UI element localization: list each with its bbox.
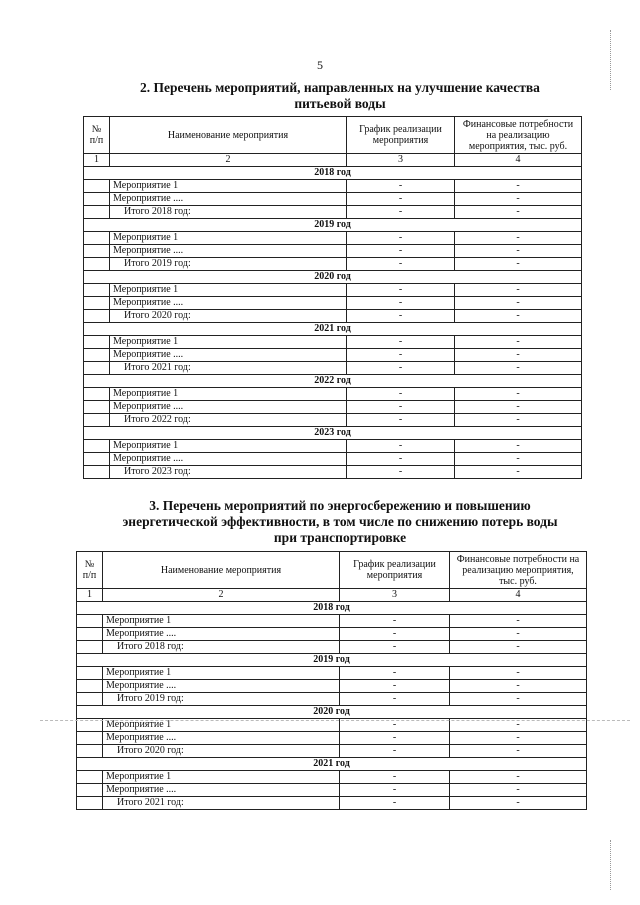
col-number: 4 <box>455 154 582 167</box>
total-label: Итого 2018 год: <box>110 206 347 219</box>
year-row <box>84 375 582 388</box>
year-label: 2018 год <box>77 602 587 615</box>
table-row <box>84 232 582 245</box>
table-row <box>84 336 582 349</box>
table-row <box>77 628 587 641</box>
finance-value: - <box>455 466 582 479</box>
schedule-value: - <box>347 453 455 466</box>
item-name: Мероприятие 1 <box>110 284 347 297</box>
schedule-value: - <box>340 745 450 758</box>
section-3-table <box>76 551 587 810</box>
finance-value: - <box>450 641 587 654</box>
item-name: Мероприятие 1 <box>110 180 347 193</box>
item-name: Мероприятие .... <box>110 401 347 414</box>
year-label: 2020 год <box>77 706 587 719</box>
table-row <box>84 440 582 453</box>
table-row <box>77 745 587 758</box>
page-number: 5 <box>317 58 323 72</box>
schedule-value: - <box>347 362 455 375</box>
year-row <box>77 654 587 667</box>
item-name: Мероприятие 1 <box>110 232 347 245</box>
year-row <box>77 758 587 771</box>
table-row <box>77 641 587 654</box>
header-number: № п/п <box>84 117 110 154</box>
item-name: Мероприятие .... <box>103 680 340 693</box>
year-row <box>77 602 587 615</box>
scan-edge-mark <box>610 30 611 90</box>
table-row <box>84 258 582 271</box>
header-number: № п/п <box>77 552 103 589</box>
finance-value: - <box>450 628 587 641</box>
table-row <box>77 732 587 745</box>
year-label: 2022 год <box>84 375 582 388</box>
schedule-value: - <box>347 297 455 310</box>
item-name: Мероприятие .... <box>110 193 347 206</box>
schedule-value: - <box>347 336 455 349</box>
year-row <box>84 427 582 440</box>
year-row <box>77 706 587 719</box>
year-label: 2023 год <box>84 427 582 440</box>
table-row <box>77 784 587 797</box>
schedule-value: - <box>347 388 455 401</box>
schedule-value: - <box>347 466 455 479</box>
finance-value: - <box>450 784 587 797</box>
table-row <box>84 349 582 362</box>
table-row <box>84 297 582 310</box>
year-label: 2019 год <box>84 219 582 232</box>
header-schedule: График реализации мероприятия <box>347 117 455 154</box>
column-number-row <box>77 589 587 602</box>
col-number: 3 <box>340 589 450 602</box>
col-number: 3 <box>347 154 455 167</box>
table-header-row <box>84 117 582 154</box>
finance-value: - <box>455 336 582 349</box>
year-row <box>84 167 582 180</box>
schedule-value: - <box>347 232 455 245</box>
total-label: Итого 2018 год: <box>103 641 340 654</box>
table-row <box>84 206 582 219</box>
finance-value: - <box>450 719 587 732</box>
item-name: Мероприятие 1 <box>110 440 347 453</box>
year-row <box>84 219 582 232</box>
finance-value: - <box>450 693 587 706</box>
table-row <box>84 414 582 427</box>
schedule-value: - <box>347 206 455 219</box>
year-row <box>84 323 582 336</box>
finance-value: - <box>455 297 582 310</box>
total-label: Итого 2020 год: <box>103 745 340 758</box>
finance-value: - <box>455 284 582 297</box>
table-row <box>77 797 587 810</box>
schedule-value: - <box>340 680 450 693</box>
section-2-title-line1: 2. Перечень мероприятий, направленных на улучшение качества <box>140 80 540 95</box>
total-label: Итого 2019 год: <box>103 693 340 706</box>
finance-value: - <box>455 206 582 219</box>
schedule-value: - <box>347 180 455 193</box>
schedule-value: - <box>340 693 450 706</box>
schedule-value: - <box>340 797 450 810</box>
finance-value: - <box>450 680 587 693</box>
finance-value: - <box>450 732 587 745</box>
schedule-value: - <box>340 732 450 745</box>
item-name: Мероприятие .... <box>110 453 347 466</box>
total-label: Итого 2023 год: <box>110 466 347 479</box>
header-finance: Финансовые потребности на реализацию мероприятия, тыс. руб. <box>450 552 587 589</box>
header-finance: Финансовые потребности на реализацию мероприятия, тыс. руб. <box>455 117 582 154</box>
schedule-value: - <box>347 193 455 206</box>
schedule-value: - <box>347 349 455 362</box>
item-name: Мероприятие 1 <box>103 771 340 784</box>
year-row <box>84 271 582 284</box>
table-row <box>84 466 582 479</box>
schedule-value: - <box>347 310 455 323</box>
table-row <box>84 401 582 414</box>
item-name: Мероприятие .... <box>110 349 347 362</box>
col-number: 1 <box>84 154 110 167</box>
item-name: Мероприятие 1 <box>103 719 340 732</box>
item-name: Мероприятие .... <box>103 628 340 641</box>
item-name: Мероприятие .... <box>103 784 340 797</box>
table-row <box>77 667 587 680</box>
finance-value: - <box>455 193 582 206</box>
finance-value: - <box>455 453 582 466</box>
schedule-value: - <box>340 784 450 797</box>
finance-value: - <box>455 245 582 258</box>
item-name: Мероприятие 1 <box>110 388 347 401</box>
scan-artifact-line <box>40 720 630 721</box>
table-row <box>84 388 582 401</box>
table-row <box>77 680 587 693</box>
table-row <box>77 771 587 784</box>
table-header-row <box>77 552 587 589</box>
table-row <box>84 245 582 258</box>
section-2-title-line2: питьевой воды <box>294 96 386 111</box>
finance-value: - <box>455 388 582 401</box>
table-row <box>84 284 582 297</box>
col-number: 2 <box>110 154 347 167</box>
finance-value: - <box>450 797 587 810</box>
col-number: 2 <box>103 589 340 602</box>
schedule-value: - <box>347 284 455 297</box>
total-label: Итого 2022 год: <box>110 414 347 427</box>
finance-value: - <box>450 615 587 628</box>
table-row <box>84 310 582 323</box>
schedule-value: - <box>347 414 455 427</box>
year-label: 2021 год <box>77 758 587 771</box>
schedule-value: - <box>340 641 450 654</box>
finance-value: - <box>455 310 582 323</box>
header-name: Наименование мероприятия <box>110 117 347 154</box>
year-label: 2020 год <box>84 271 582 284</box>
total-label: Итого 2021 год: <box>103 797 340 810</box>
section-3-title-line1: 3. Перечень мероприятий по энергосбережению и повышению <box>149 498 531 513</box>
table-row <box>77 615 587 628</box>
schedule-value: - <box>347 401 455 414</box>
schedule-value: - <box>347 258 455 271</box>
table-row <box>77 693 587 706</box>
finance-value: - <box>450 771 587 784</box>
table-row <box>84 180 582 193</box>
schedule-value: - <box>340 771 450 784</box>
total-label: Итого 2019 год: <box>110 258 347 271</box>
item-name: Мероприятие 1 <box>103 615 340 628</box>
item-name: Мероприятие .... <box>110 245 347 258</box>
section-2-title <box>100 80 580 112</box>
schedule-value: - <box>340 667 450 680</box>
table-row <box>84 453 582 466</box>
table-row <box>84 362 582 375</box>
finance-value: - <box>450 745 587 758</box>
year-label: 2021 год <box>84 323 582 336</box>
column-number-row <box>84 154 582 167</box>
finance-value: - <box>455 349 582 362</box>
section-3-title <box>95 498 585 546</box>
schedule-value: - <box>347 440 455 453</box>
item-name: Мероприятие 1 <box>103 667 340 680</box>
year-label: 2019 год <box>77 654 587 667</box>
col-number: 1 <box>77 589 103 602</box>
header-name: Наименование мероприятия <box>103 552 340 589</box>
finance-value: - <box>450 667 587 680</box>
section-3-title-line2: энергетической эффективности, в том числе по снижению потерь воды <box>122 514 558 529</box>
header-schedule: График реализации мероприятия <box>340 552 450 589</box>
finance-value: - <box>455 362 582 375</box>
section-3-title-line3: при транспортировке <box>273 530 407 545</box>
scan-edge-mark <box>610 840 611 890</box>
total-label: Итого 2021 год: <box>110 362 347 375</box>
finance-value: - <box>455 232 582 245</box>
col-number: 4 <box>450 589 587 602</box>
table-row <box>84 193 582 206</box>
finance-value: - <box>455 401 582 414</box>
schedule-value: - <box>340 628 450 641</box>
section-2-table <box>83 116 582 479</box>
item-name: Мероприятие 1 <box>110 336 347 349</box>
year-label: 2018 год <box>84 167 582 180</box>
finance-value: - <box>455 258 582 271</box>
schedule-value: - <box>347 245 455 258</box>
item-name: Мероприятие .... <box>103 732 340 745</box>
finance-value: - <box>455 440 582 453</box>
finance-value: - <box>455 180 582 193</box>
total-label: Итого 2020 год: <box>110 310 347 323</box>
finance-value: - <box>455 414 582 427</box>
schedule-value: - <box>340 615 450 628</box>
item-name: Мероприятие .... <box>110 297 347 310</box>
schedule-value: - <box>340 719 450 732</box>
